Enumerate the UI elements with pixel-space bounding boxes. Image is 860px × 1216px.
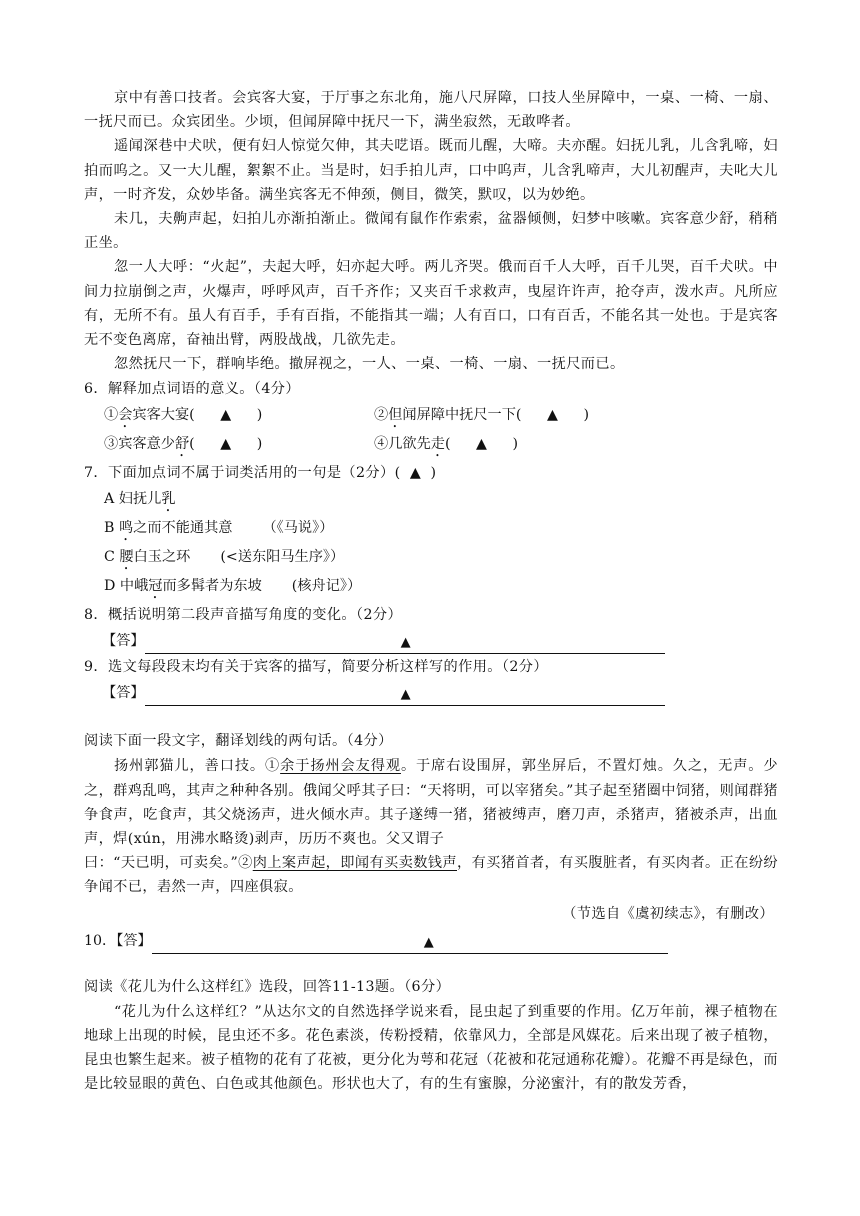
item-prefix: ④几欲先 — [374, 436, 431, 453]
question-6-item — [374, 431, 518, 460]
item-prefix: ② — [374, 407, 389, 424]
exam-page — [84, 86, 778, 1096]
item-close: ) — [512, 436, 519, 453]
item-text: ( — [189, 436, 195, 453]
question-6-item — [374, 402, 589, 431]
dotted-word: 鸣 — [118, 520, 134, 537]
answer-triangle: ▲ — [400, 687, 411, 703]
answer-triangle[interactable]: ▲ — [546, 407, 558, 424]
passage-paragraph — [84, 851, 778, 899]
option-source: (核舟记》） — [291, 578, 362, 595]
answer-triangle[interactable]: ▲ — [476, 436, 487, 453]
option-c[interactable] — [84, 544, 778, 573]
answer-row — [84, 680, 778, 706]
dotted-word: 走 — [430, 436, 445, 453]
passage-paragraph: 忽然抚尺一下，群响毕绝。撤屏视之，一人、一桌、一椅、一扇、一抚尺而已。 — [114, 356, 625, 373]
option-text: A 妇抚儿 — [104, 491, 162, 508]
item-prefix: ③宾客意少 — [104, 436, 175, 453]
reading-intro: 阅读下面一段文字，翻译划线的两句话。（4分） — [84, 733, 393, 750]
option-text: C — [104, 549, 120, 566]
item-close: ) — [430, 465, 437, 482]
option-d[interactable] — [84, 573, 778, 602]
dotted-word: 但 — [388, 407, 403, 424]
passage-text: 。于席右设围屏，郭坐屏后，不置灯烛。久之，无声。少之，群鸡乱鸣，其声之种种各别。俄闻父呼其子曰：“天将明，可以宰猪矣。”其子起至猪圈中饲猪，则闻群猪争食声，吃食声，其父烧汤声，进火倾水声。其子遂缚一猪，猪被缚声，磨刀声，杀猪声，猪被杀声，出血声，焊(xún，用沸水略烫)剥声，历历不爽也。父又谓子 — [84, 758, 778, 848]
passage-paragraph — [84, 754, 778, 851]
option-source: （《马说》） — [262, 520, 334, 537]
question-8 — [84, 602, 778, 654]
question-7 — [84, 460, 778, 602]
passage-paragraph: 遥闻深巷中犬吠，便有妇人惊觉欠伸，其夫呓语。既而儿醒，大啼。夫亦醒。妇抚儿乳，儿含乳啼，妇拍而呜之。又一大儿醒，絮絮不止。当是时，妇手拍儿声，口中呜声，儿含乳啼声，大儿初醒声，夫叱大儿声，一时齐发，众妙毕备。满坐宾客无不伸颈，侧目，微笑，默叹，以为妙绝。 — [84, 138, 778, 203]
passage-text: ，有买猪首者，有买腹脏者，有买肉者。正在纷纷争闻不已，砉然一声，四座俱寂。 — [84, 855, 778, 896]
option-source: (<送东阳马生序》） — [220, 549, 345, 566]
dotted-word: 冠 — [148, 578, 163, 595]
dotted-word: 舒 — [174, 436, 190, 453]
answer-line[interactable] — [145, 685, 665, 706]
item-text: 闻屏障中抚尺一下( — [402, 407, 522, 424]
answer-triangle[interactable]: ▲ — [220, 436, 232, 453]
question-9 — [84, 654, 778, 706]
option-a[interactable] — [84, 486, 778, 515]
dotted-word: 腰 — [119, 549, 134, 566]
option-text: 而多髯者为东坡 — [162, 578, 262, 595]
answer-line[interactable] — [152, 933, 668, 954]
question-6-item — [84, 402, 374, 431]
option-text: B — [104, 520, 119, 537]
question-6 — [84, 376, 778, 460]
answer-label: 【答】 — [102, 685, 145, 702]
passage-text: 扬州郭猫儿，善口技。① — [114, 758, 281, 775]
underlined-sentence-1: 余于扬州会友得观 — [280, 758, 401, 775]
option-text: 白玉之环 — [133, 549, 191, 566]
option-text: D 中峨 — [104, 578, 149, 595]
item-text: ( — [444, 436, 451, 453]
option-text: 之而不能通其意 — [133, 520, 233, 537]
passage-kouji — [84, 86, 778, 376]
item-close: ) — [583, 407, 589, 424]
answer-line[interactable] — [145, 633, 665, 654]
dotted-word: 会 — [118, 407, 133, 424]
question-6-row-2 — [84, 431, 778, 460]
question-stem: 6．解释加点词语的意义。（4分） — [84, 381, 300, 398]
item-close: ) — [256, 436, 263, 453]
answer-row — [84, 628, 778, 654]
item-close: ) — [256, 407, 263, 424]
option-b[interactable] — [84, 515, 778, 544]
question-6-item — [84, 431, 374, 460]
underlined-sentence-2: 肉上案声起，即闻有买卖数钱声 — [252, 855, 457, 872]
passage-paragraph: 忽一人大呼：“火起”，夫起大呼，妇亦起大呼。两儿齐哭。俄而百千人大呼，百千儿哭，百千犬吠。中间力拉崩倒之声，火爆声，呼呼风声，百千齐作；又夹百千求救声，曳屋许许声，抢夺声，泼水声。凡所应有，无所不有。虽人有百手，手有百指，不能指其一端；人有百口，口有百舌，不能名其一处也。于是宾客无不变色离席，奋袖出臂，两股战战，几欲先走。 — [84, 259, 778, 349]
answer-triangle: ▲ — [400, 635, 411, 651]
question-6-row-1 — [84, 402, 778, 431]
item-prefix: ① — [104, 407, 119, 424]
reading-intro: 阅读《花儿为什么这样红》选段，回答11-13题。（6分） — [84, 978, 451, 995]
passage-paragraph: “花儿为什么这样红？”从达尔文的自然选择学说来看，昆虫起了到重要的作用。亿万年前，裸子植物在地球上出现的时候，昆虫还不多。花色素淡，传粉授精，依靠风力，全部是风媒花。后来出现了被子植物，昆虫也繁生起来。被子植物的花有了花被，更分化为萼和花冠（花被和花冠通称花瓣）。花瓣不再是绿色，而是比较显眼的黄色、白色或其他颜色。形状也大了，有的生有蜜腺，分泌蜜汁，有的散发芳香， — [84, 1003, 778, 1093]
passage-paragraph: 京中有善口技者。会宾客大宴，于厅事之东北角，施八尺屏障，口技人坐屏障中，一桌、一椅、一扇、一抚尺而已。众宾团坐。少顷，但闻屏障中抚尺一下，满坐寂然，无敢哗者。 — [84, 90, 778, 131]
source-note: （节选自《虞初续志》，有删改） — [562, 905, 774, 922]
answer-label: 10．【答】 — [84, 932, 152, 949]
reading-guo-maoer — [84, 728, 778, 927]
passage-text: 曰：“天已明，可卖矣。”② — [84, 855, 253, 872]
reading-flower — [84, 974, 778, 1097]
question-7-text: 7．下面加点词不属于词类活用的一句是（2分）( — [84, 465, 401, 482]
question-10 — [66, 928, 778, 954]
question-stem: 9．选文每段段末均有关于宾客的描写，简要分析这样写的作用。（2分） — [84, 659, 548, 676]
question-stem: 8．概括说明第二段声音描写角度的变化。（2分） — [84, 607, 403, 624]
answer-triangle[interactable]: ▲ — [220, 407, 232, 424]
answer-triangle[interactable]: ▲ — [409, 465, 422, 482]
question-stem — [84, 460, 778, 486]
answer-triangle: ▲ — [423, 934, 434, 950]
item-text: 宾客大宴( — [132, 407, 195, 424]
answer-label: 【答】 — [102, 633, 145, 650]
dotted-word: 乳 — [161, 491, 176, 508]
passage-paragraph: 未几，夫齁声起，妇拍儿亦渐拍渐止。微闻有鼠作作索索，盆器倾侧，妇梦中咳嗽。宾客意少舒，稍稍正坐。 — [84, 211, 778, 252]
